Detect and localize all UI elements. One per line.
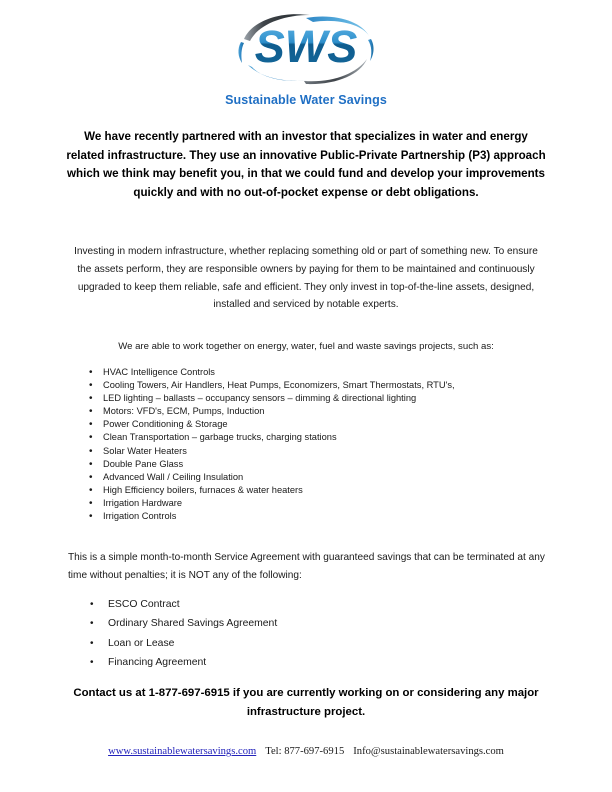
list-item-label: Irrigation Controls xyxy=(103,511,177,522)
list-item-label: Cooling Towers, Air Handlers, Heat Pumps, Economizers, Smart Thermostats, RTU's, xyxy=(103,380,455,391)
list-item-label: High Efficiency boilers, furnaces & water heaters xyxy=(103,484,303,495)
lead-paragraph: We have recently partnered with an investor that specializes in water and energy related infrastructure. They use an innovative Public-Private Partnership (P3) approach which we think may benefit you, in that we could fund and develop your improvements quickly and with no out-of-pocket expense or debt obligations. xyxy=(66,130,546,199)
bullet-icon: • xyxy=(90,599,94,610)
bullet-icon: • xyxy=(90,618,94,630)
services-intro: We are able to work together on energy, water, fuel and waste savings projects, such as: xyxy=(118,341,494,352)
agreement-paragraph: This is a simple month-to-month Service Agreement with guaranteed savings that can be terminated at any time without penalties; it is NOT any of the following: xyxy=(68,552,545,581)
list-item-label: Ordinary Shared Savings Agreement xyxy=(108,618,278,630)
bullet-icon: • xyxy=(89,393,93,405)
bullet-icon: • xyxy=(89,445,93,457)
bullet-icon: • xyxy=(90,637,94,649)
list-item-label: LED lighting – ballasts – occupancy sensors – dimming & directional lighting xyxy=(103,393,417,404)
bullet-icon: • xyxy=(89,367,93,378)
bullet-icon: • xyxy=(89,380,93,392)
list-item-label: Clean Transportation – garbage trucks, charging stations xyxy=(103,432,337,443)
list-item xyxy=(90,614,510,633)
logo-header xyxy=(0,8,612,86)
list-item-label: Power Conditioning & Storage xyxy=(103,419,228,430)
infrastructure-paragraph: Investing in modern infrastructure, whether replacing something old or part of something new. To ensure the assets perform, they are responsible owners by paying for them to be maintained and continuously upgraded to keep them reliable, safe and efficient. They only invest in top-of-the-line assets, designed, installed and serviced by notable experts. xyxy=(74,246,538,311)
bullet-icon: • xyxy=(89,511,93,523)
website-link[interactable]: www.sustainablewatersavings.com xyxy=(108,746,257,757)
list-item xyxy=(89,497,559,510)
list-item-label: Irrigation Hardware xyxy=(103,497,183,508)
logo-wordmark: SWS xyxy=(254,21,358,72)
bullet-icon: • xyxy=(89,484,93,496)
list-item-label: Financing Agreement xyxy=(108,656,207,668)
list-item xyxy=(89,366,559,379)
bullet-icon: • xyxy=(89,419,93,431)
list-item xyxy=(90,634,510,653)
footer xyxy=(0,746,612,757)
list-item xyxy=(89,405,559,418)
list-item xyxy=(89,431,559,444)
bullet-icon: • xyxy=(90,656,94,668)
bullet-icon: • xyxy=(89,406,93,418)
list-item xyxy=(89,418,559,431)
list-item xyxy=(89,458,559,471)
sws-logo-icon xyxy=(228,9,384,85)
bullet-icon: • xyxy=(89,497,93,509)
footer-phone: Tel: 877-697-6915 xyxy=(265,746,345,757)
footer-email: Info@sustainablewatersavings.com xyxy=(353,746,504,757)
list-item-label: ESCO Contract xyxy=(108,599,180,610)
bullet-icon: • xyxy=(89,432,93,444)
list-item xyxy=(89,379,559,392)
logo-swoosh-right xyxy=(368,39,374,61)
list-item xyxy=(89,510,559,523)
bullet-icon: • xyxy=(89,458,93,470)
call-to-action: Contact us at 1-877-697-6915 if you are currently working on or considering any major infrastructure project. xyxy=(73,687,539,718)
page-title: Sustainable Water Savings xyxy=(225,93,387,107)
list-item xyxy=(89,471,559,484)
list-item-label: Advanced Wall / Ceiling Insulation xyxy=(103,471,244,482)
list-item xyxy=(89,484,559,497)
list-item xyxy=(89,445,559,458)
bullet-icon: • xyxy=(89,471,93,483)
list-item xyxy=(90,595,510,614)
logo-swoosh-left xyxy=(238,42,244,63)
list-item-label: Motors: VFD's, ECM, Pumps, Induction xyxy=(103,406,265,417)
list-item-label: Loan or Lease xyxy=(108,637,175,649)
list-item xyxy=(89,392,559,405)
exclusions-list xyxy=(90,595,510,672)
list-item-label: HVAC Intelligence Controls xyxy=(103,367,215,377)
services-list xyxy=(89,366,559,523)
list-item-label: Double Pane Glass xyxy=(103,458,184,469)
list-item-label: Solar Water Heaters xyxy=(103,445,187,456)
list-item xyxy=(90,653,510,672)
